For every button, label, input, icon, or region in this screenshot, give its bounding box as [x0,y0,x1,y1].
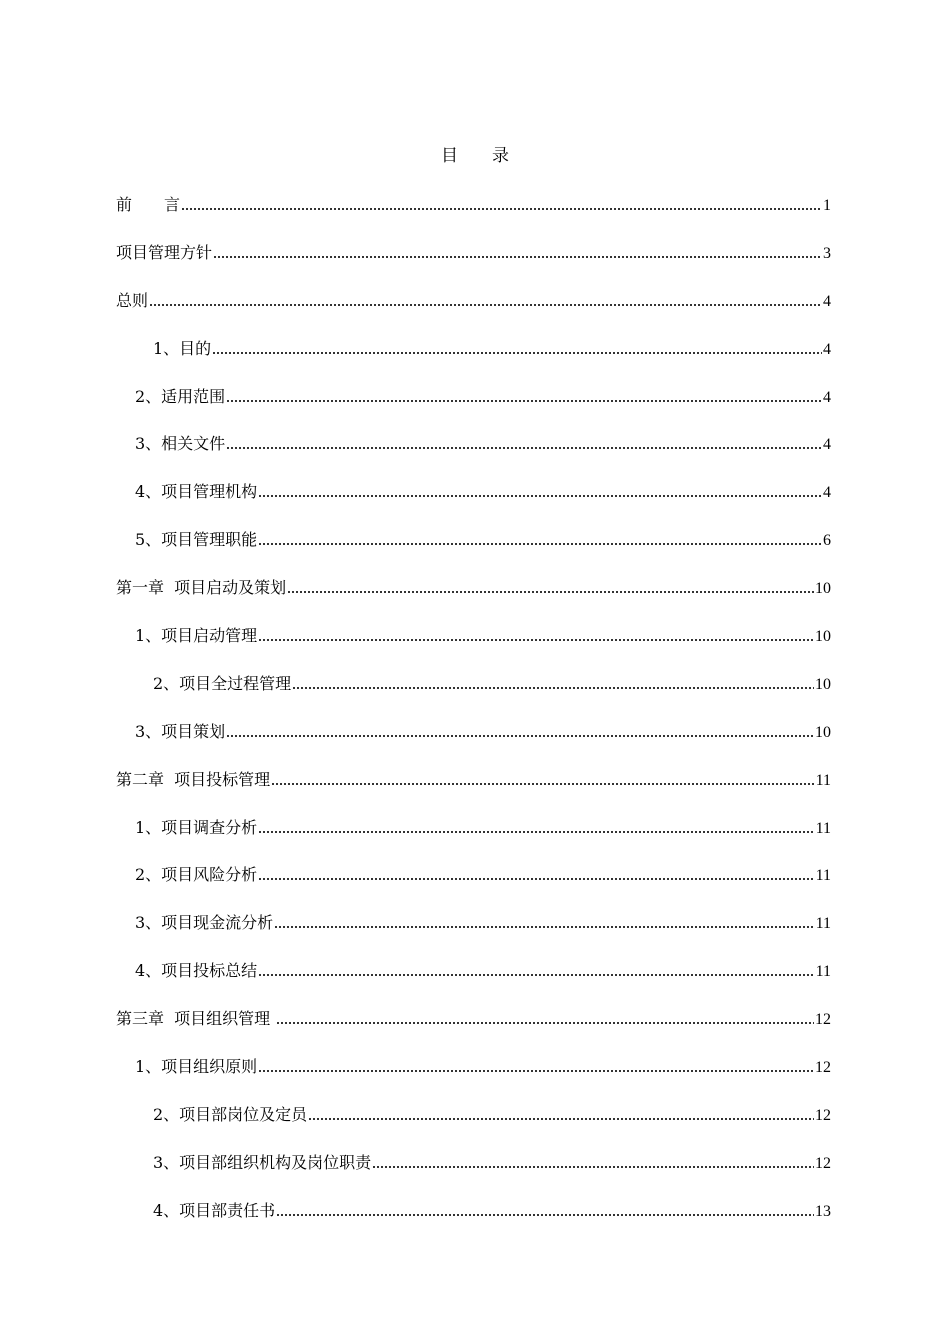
toc-entry[interactable] [116,860,831,908]
toc-entry-page-number: 4 [823,484,831,502]
toc-entry-page-number: 12 [815,1059,831,1077]
toc-entry-label: 第三章 项目组织管理 [116,1009,276,1029]
toc-entry-page-number: 11 [815,867,831,885]
toc-entry-label: 5、项目管理职能 [135,530,258,550]
toc-dot-leader [308,1102,814,1122]
toc-entry-label: 4、项目管理机构 [135,482,258,502]
toc-entry-page-number: 6 [823,532,831,550]
toc-entry[interactable] [116,1148,831,1196]
toc-entry[interactable] [116,238,831,286]
toc-entry-page-number: 10 [815,580,831,598]
toc-entry[interactable] [116,1100,831,1148]
toc-entry[interactable] [116,1052,831,1100]
toc-dot-leader [271,767,814,787]
toc-dot-leader [258,527,822,547]
toc-entry-label: 4、项目部责任书 [153,1200,276,1220]
toc-entry[interactable] [116,1004,831,1052]
toc-dot-leader [181,192,822,212]
toc-entry[interactable] [116,190,831,238]
toc-entry[interactable] [116,286,831,334]
toc-dot-leader [287,575,814,595]
toc-entry-page-number: 10 [815,628,831,646]
toc-entry-page-number: 12 [815,1106,831,1124]
toc-entry[interactable] [116,621,831,669]
toc-entry[interactable] [116,382,831,430]
toc-entry-label: 1、项目调查分析 [135,817,258,837]
toc-entry-page-number: 4 [823,436,831,454]
toc-entry-label: 3、项目现金流分析 [135,913,274,933]
toc-entry-page-number: 11 [815,771,831,789]
toc-entry[interactable] [116,573,831,621]
toc-entry-page-number: 4 [823,292,831,310]
toc-dot-leader [149,288,822,308]
toc-entry-label: 第一章 项目启动及策划 [116,578,287,598]
toc-entry-page-number: 11 [815,963,831,981]
toc-dot-leader [213,240,822,260]
toc-entry-label: 1、项目组织原则 [135,1057,258,1077]
toc-entry-label: 第二章 项目投标管理 [116,769,271,789]
toc-entry-label: 3、项目策划 [135,721,226,741]
toc-entry-page-number: 3 [823,244,831,262]
toc-entry-page-number: 11 [815,915,831,933]
toc-dot-leader [226,431,822,451]
toc-entry-label: 2、适用范围 [135,386,226,406]
toc-dot-leader [226,719,814,739]
toc-entry[interactable] [116,813,831,861]
toc-dot-leader [372,1150,814,1170]
toc-entry[interactable] [116,334,831,382]
toc-title: 目 录 [441,146,509,166]
toc-dot-leader [274,910,814,930]
toc-dot-leader [292,671,814,691]
toc-dot-leader [212,336,822,356]
toc-dot-leader [226,384,822,404]
toc-dot-leader [258,1054,814,1074]
toc-entry-label: 3、相关文件 [135,434,226,454]
toc-entry-label: 总则 [116,290,149,310]
toc-dot-leader [258,862,814,882]
toc-entry-page-number: 10 [815,723,831,741]
toc-entry-label: 3、项目部组织机构及岗位职责 [153,1152,372,1172]
toc-entry-label: 前 言 [116,195,181,214]
toc-dot-leader [258,623,814,643]
toc-entry[interactable] [116,956,831,1004]
toc-entry-label: 2、项目全过程管理 [153,673,292,693]
toc-dot-leader [258,479,822,499]
toc-entry-label: 4、项目投标总结 [135,961,258,981]
toc-entry-page-number: 4 [823,388,831,406]
toc-entry[interactable] [116,717,831,765]
toc-entry[interactable] [116,669,831,717]
toc-entry-label: 1、项目启动管理 [135,626,258,646]
table-of-contents [116,190,831,1244]
toc-entry-page-number: 13 [815,1202,831,1220]
toc-entry-label: 项目管理方针 [116,242,213,262]
toc-entry-label: 1、目的 [153,338,212,358]
toc-entry-page-number: 10 [815,675,831,693]
toc-dot-leader [258,815,814,835]
toc-entry-label: 2、项目风险分析 [135,865,258,885]
toc-dot-leader [276,1006,814,1026]
toc-entry[interactable] [116,765,831,813]
toc-entry[interactable] [116,429,831,477]
toc-entry-page-number: 12 [815,1154,831,1172]
toc-entry[interactable] [116,908,831,956]
toc-dot-leader [258,958,814,978]
toc-entry[interactable] [116,525,831,573]
toc-entry[interactable] [116,477,831,525]
toc-entry-page-number: 12 [815,1011,831,1029]
toc-dot-leader [276,1198,814,1218]
toc-entry-page-number: 4 [823,340,831,358]
toc-entry-page-number: 1 [823,197,831,214]
toc-entry[interactable] [116,1196,831,1244]
toc-entry-page-number: 11 [815,819,831,837]
toc-entry-label: 2、项目部岗位及定员 [153,1104,308,1124]
